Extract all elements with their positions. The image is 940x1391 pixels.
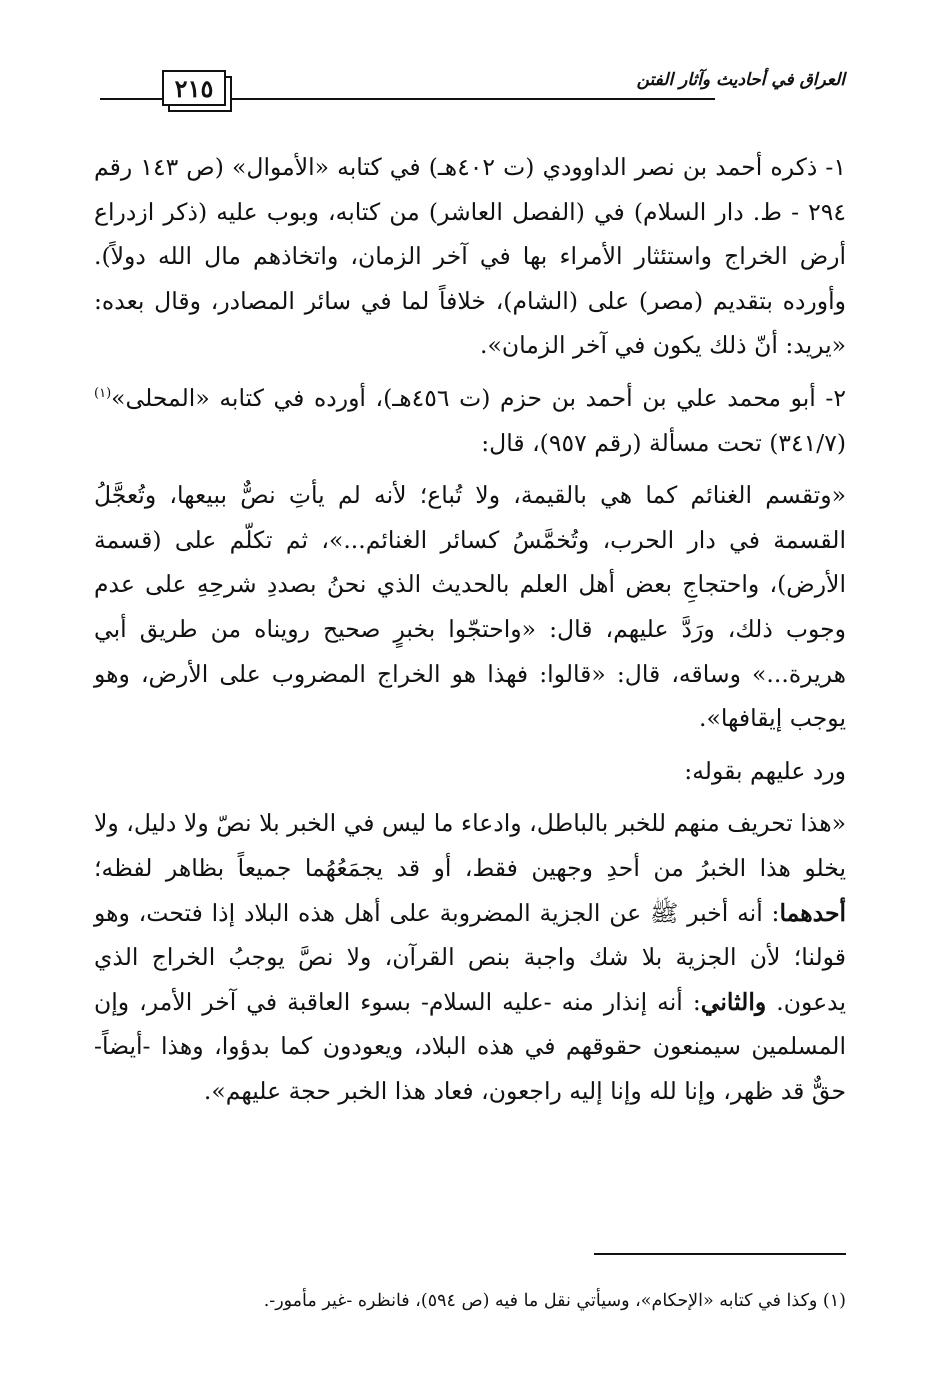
paragraph-5-part-1: «هذا تحريف منهم للخبر بالباطل، وادعاء ما ليس في الخبر بلا نصّ ولا دليل، ولا يخلو هذا الخبرُ من أحدِ وجهين فقط، أو قد يجمَعُهُما جميعاً بظاهر لفظه؛: [94, 809, 846, 882]
paragraph-1: ١- ذكره أحمد بن نصر الداوودي (ت ٤٠٢هـ) في كتابه «الأموال» (ص ١٤٣ رقم ٢٩٤ - ط. دار السلام) في (الفصل العاشر) من كتابه، وبوب عليه (ذكر ازدراع أرض الخراج واستئثار الأمراء بها في آخر الزمان، واتخاذهم مال الله دولاً). وأورده بتقديم (مصر) على (الشام)، خلافاً لما في سائر المصادر، وقال بعده: «يريد: أنّ ذلك يكون في آخر الزمان».: [94, 153, 846, 360]
paragraph-3-quote: «وتقسم الغنائم كما هي بالقيمة، ولا تُباع؛ لأنه لم يأتِ نصٌّ ببيعها، وتُعجَّلُ القسمة في دار الحرب، وتُخمَّسُ كسائر الغنائم...»، ثم تكلّم على (قسمة الأرض)، واحتجاجِ بعض أهل العلم بالحديث الذي نحنُ بصددِ شرحِهِ على عدم وجوب ذلك، ورَدَّ عليهم، قال: «واحتجّوا بخبرٍ صحيح رويناه من طريق أبي هريرة...» وساقه، قال: «قالوا: فهذا هو الخراج المضروب على الأرض، وهو يوجب إيقافها».: [94, 481, 846, 733]
header-rule-middle: [230, 98, 715, 100]
header-rule-left: [100, 98, 162, 100]
footnote-separator: [594, 1253, 846, 1255]
page-header: [100, 62, 845, 110]
paragraph-5-part-2: : أنه أخبر ﷺ عن الجزية المضروبة على أهل هذه البلاد إذا فتحت، وهو قولنا؛ لأن الجزية بلا شك واجبة بنص القرآن، ولا نصَّ يوجبُ الخراج الذي يدعون.: [94, 898, 846, 1016]
paragraph-2-text-after: (٣٤١/٧) تحت مسألة (رقم ٩٥٧)، قال:: [481, 428, 846, 457]
body-text: [94, 145, 846, 1121]
paragraph-5-quote: [94, 801, 846, 1113]
paragraph-2-text-before: ٢- أبو محمد علي بن أحمد بن حزم (ت ٤٥٦هـ)، أورده في كتابه «المحلى»: [111, 383, 846, 412]
running-title: العراق في أحاديث وآثار الفتن: [636, 70, 845, 90]
paragraph-4: ورد عليهم بقوله:: [684, 756, 846, 785]
paragraph-2: [94, 376, 846, 465]
page-number: ٢١٥: [162, 70, 226, 106]
page-number-box: [162, 70, 228, 108]
footnote: (١) وكذا في كتابه «الإحكام»، وسيأتي نقل ما فيه (ص ٥٩٤)، فانظره -غير مأمور-.: [263, 1291, 846, 1311]
footnote-marker: (١): [94, 386, 112, 402]
paragraph-5-part-3: : أنه إنذار منه -عليه السلام- بسوء العاقبة في آخر الأمر، وإن المسلمين سيمنعون حقوقهم في هذه البلاد، ويعودون كما بدؤوا، وهذا -أيضاً- حقٌّ قد ظهر، وإنا لله وإنا إليه راجعون، فعاد هذا الخبر حجة عليهم».: [94, 987, 846, 1105]
paragraph-5-bold-second: والثاني: [700, 987, 767, 1016]
paragraph-5-bold-first: أحدهما: [779, 898, 846, 927]
